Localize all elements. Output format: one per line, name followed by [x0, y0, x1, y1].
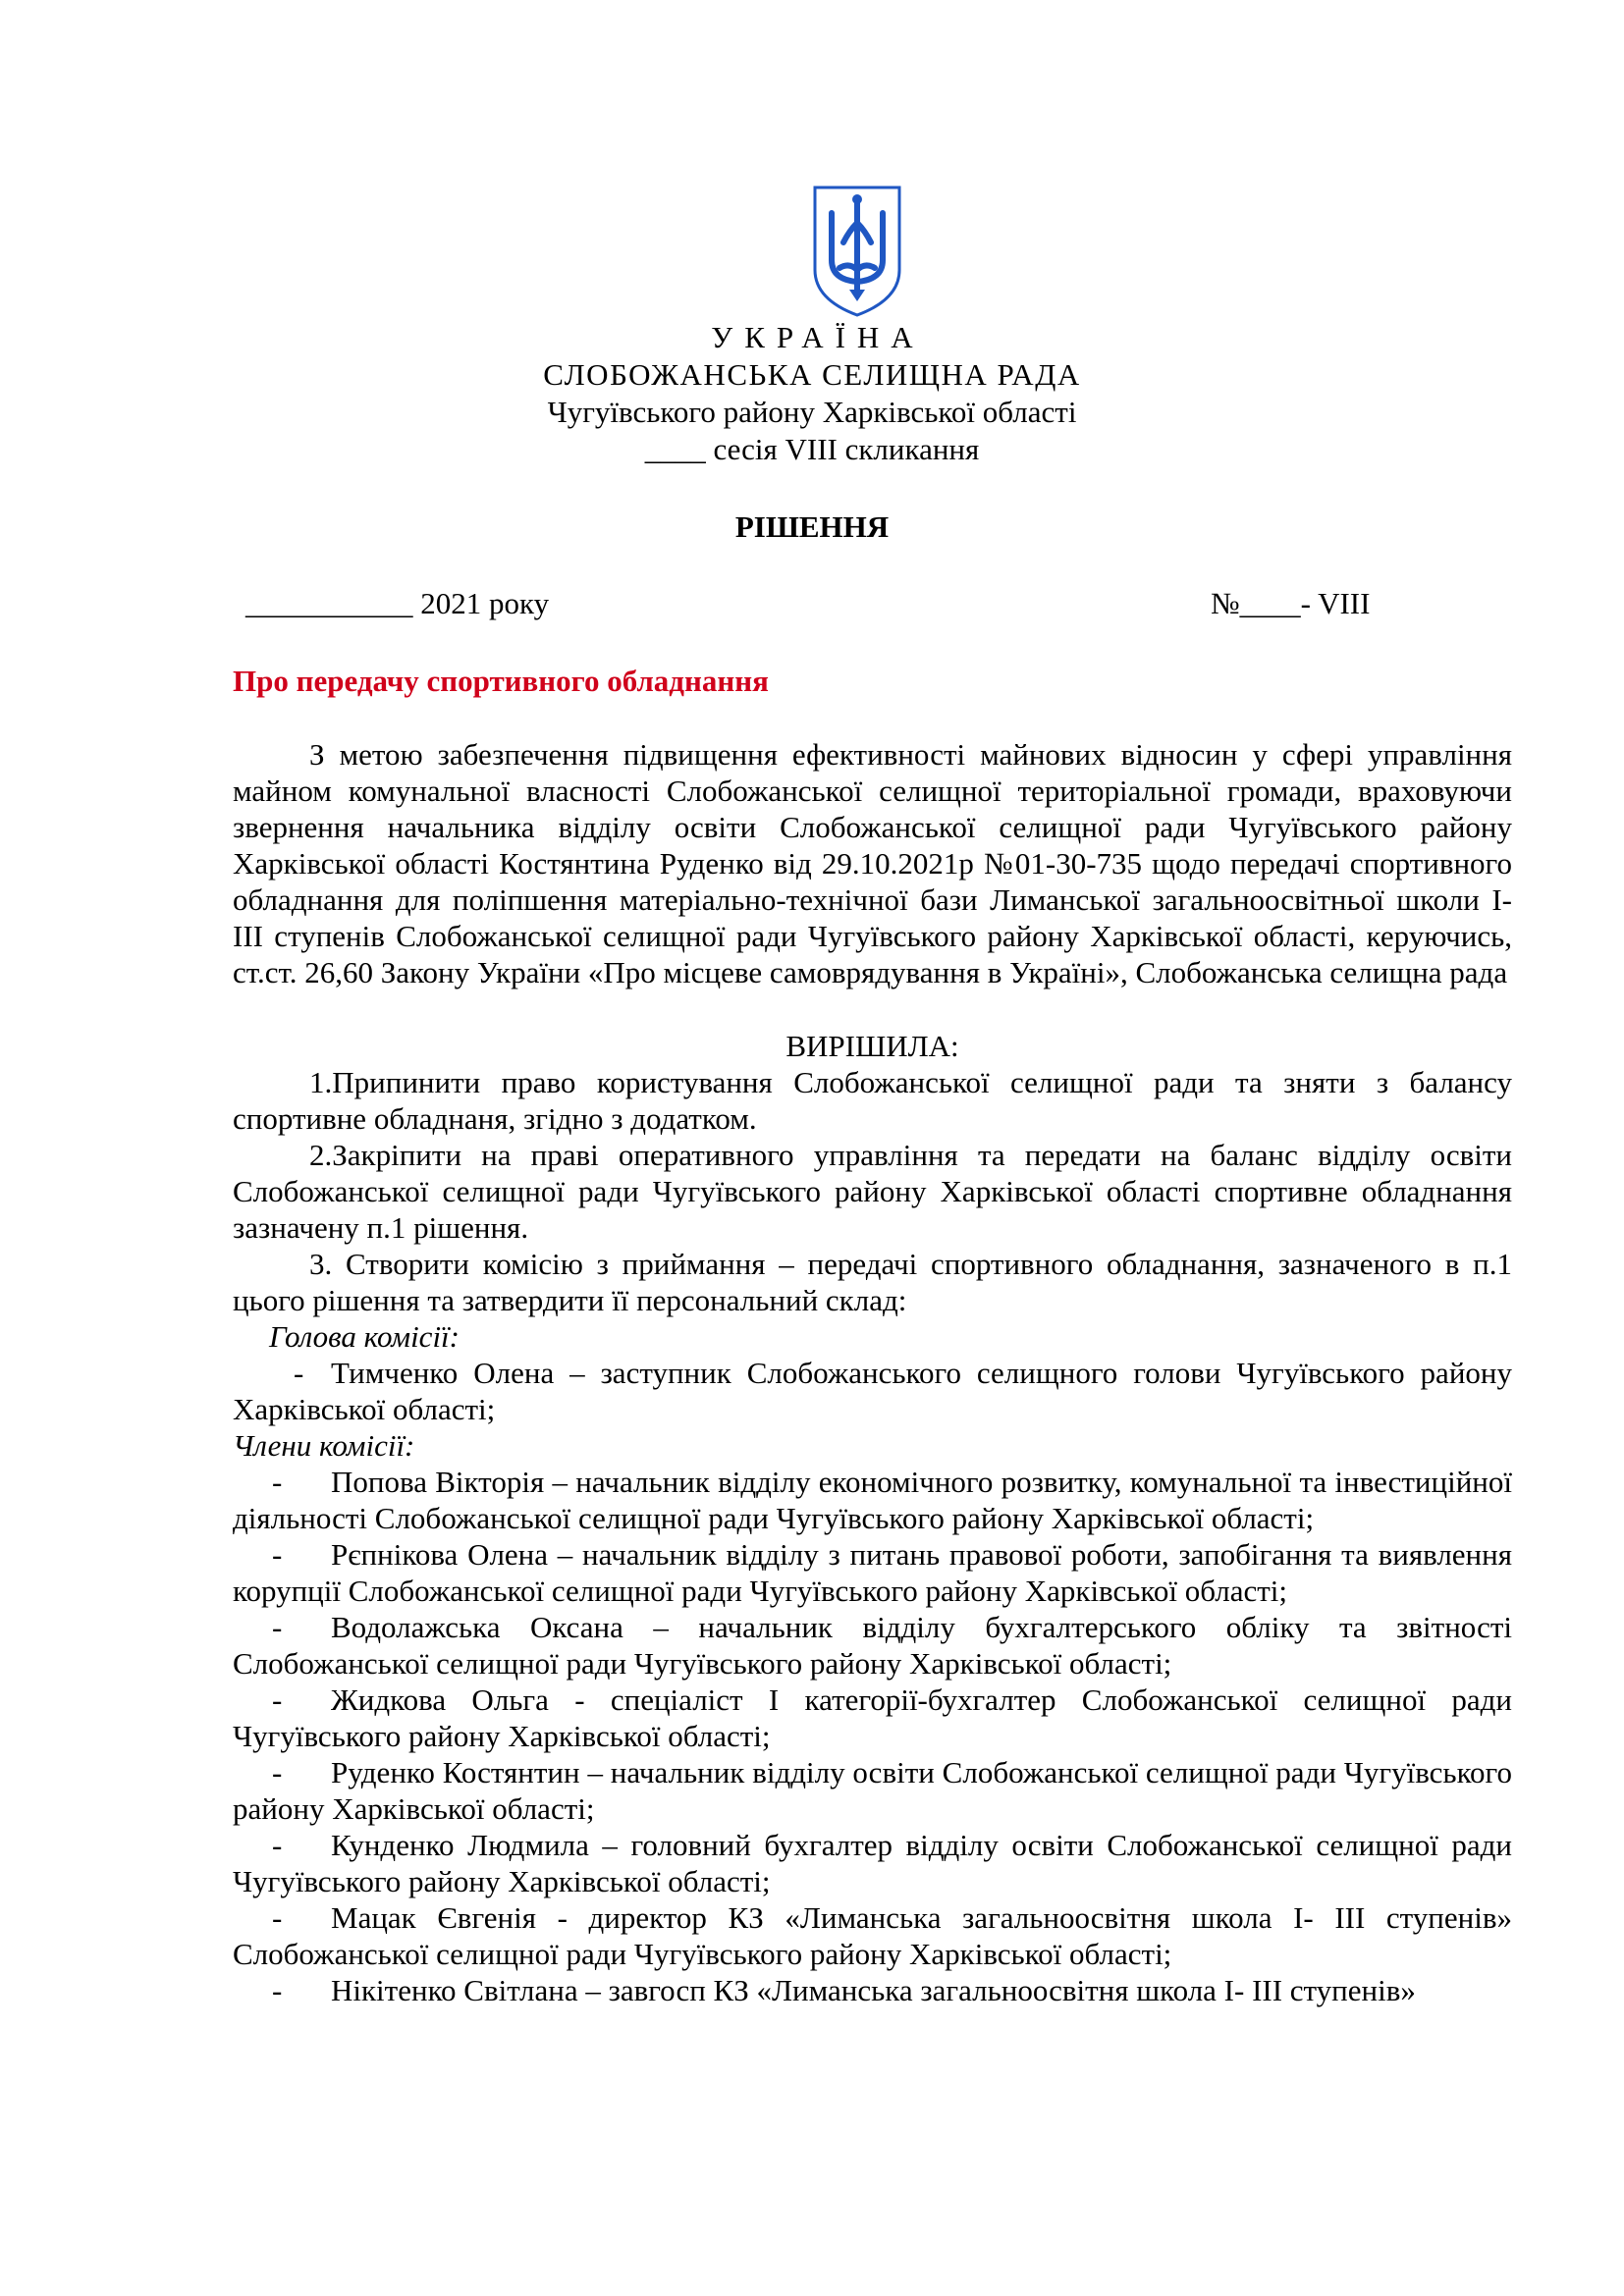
decision-heading: РІШЕННЯ	[734, 509, 890, 544]
district-line: Чугуївського району Харківської області	[547, 395, 1077, 429]
member-text: Водолажська Оксана – начальник відділу бухгалтерського обліку та звітності Слобожанської селищної ради Чугуївського району Харківської області;	[233, 1610, 1512, 1681]
preamble-paragraph: З метою забезпечення підвищення ефективності майнових відносин у сфері управління майном комунальної власності Слобожанської селищної територіальної громади, враховуючи звернення начальника відділу освіти Слобожанської селищної ради Чугуївського району Харківської області Костянтина Руденко від 29.10.2021р №01-30-735 щодо передачі спортивного обладнання для поліпшення матеріально-технічної бази Лиманської загальноосвітньої школи І- ІІІ ступенів Слобожанської селищної ради Чугуївського району Харківської області, керуючись, ст.ст. 26,60 Закону України «Про місцеве самоврядування в Україні», Слобожанська селищна рада	[233, 737, 1512, 989]
point-2: 2.Закріпити на праві оперативного управління та передати на баланс відділу освіти Слобожанської селищної ради Чугуївського району Харківської області спортивне обладнання зазначену п.1 рішення.	[233, 1138, 1512, 1245]
list-dash: -	[272, 1682, 283, 1717]
member-text: Жидкова Ольга - спеціаліст І категорії-бухгалтер Слобожанської селищної ради Чугуївського району Харківської області;	[233, 1682, 1512, 1753]
member-text: Рєпнікова Олена – начальник відділу з питань правової роботи, запобігання та виявлення корупції Слобожанської селищної ради Чугуївського району Харківської області;	[233, 1537, 1512, 1608]
commission-head-item	[233, 1355, 1512, 1427]
list-item	[233, 1827, 1512, 1899]
point-1: 1.Припинити право користування Слобожанської селищної ради та зняти з балансу спортивне обладнаня, згідно з додатком.	[233, 1065, 1512, 1136]
member-text: Мацак Євгенія - директор КЗ «Лиманська загальноосвітня школа І- ІІІ ступенів» Слобожанської селищної ради Чугуївського району Харківської області;	[233, 1900, 1512, 1971]
list-dash: -	[272, 1973, 283, 2007]
list-item	[233, 1972, 1512, 2008]
list-dash: -	[272, 1610, 283, 1644]
list-item	[233, 1609, 1512, 1682]
decision-number: №____- VIII	[1211, 586, 1371, 620]
commission-head-label: Голова комісії:	[269, 1319, 460, 1354]
coat-of-arms-icon	[810, 184, 904, 319]
list-item	[233, 1464, 1512, 1536]
list-dash: -	[272, 1755, 283, 1789]
member-text: Нікітенко Світлана – завгосп КЗ «Лиманська загальноосвітня школа І- ІІІ ступенів»	[331, 1973, 1416, 2007]
resolved-heading: ВИРІШИЛА:	[785, 1029, 959, 1063]
commission-members-label: Члени комісії:	[233, 1428, 415, 1463]
commission-head-text: Тимченко Олена – заступник Слобожанського селищного голови Чугуївського району Харківської області;	[233, 1356, 1512, 1426]
list-item	[233, 1536, 1512, 1609]
session-line: ____ сесія VIII скликання	[644, 432, 980, 466]
list-item	[233, 1682, 1512, 1754]
list-dash: -	[294, 1356, 304, 1390]
country-heading: УКРАЇНА	[711, 320, 925, 354]
list-dash: -	[272, 1828, 283, 1862]
decision-title: Про передачу спортивного обладнання	[233, 664, 769, 698]
member-text: Руденко Костянтин – начальник відділу освіти Слобожанської селищної ради Чугуївського району Харківської області;	[233, 1755, 1512, 1826]
decision-date: ___________ 2021 року	[245, 586, 550, 620]
list-dash: -	[272, 1465, 283, 1499]
list-dash: -	[272, 1537, 283, 1572]
council-name: СЛОБОЖАНСЬКА СЕЛИЩНА РАДА	[543, 357, 1081, 392]
list-dash: -	[272, 1900, 283, 1935]
list-item	[233, 1899, 1512, 1972]
member-text: Кунденко Людмила – головний бухгалтер відділу освіти Слобожанської селищної ради Чугуївського району Харківської області;	[233, 1828, 1512, 1898]
document-body	[233, 736, 1512, 2008]
point-3: 3. Створити комісію з приймання – передачі спортивного обладнання, зазначеного в п.1 цього рішення та затвердити її персональний склад:	[233, 1247, 1512, 1317]
list-item	[233, 1754, 1512, 1827]
member-text: Попова Вікторія – начальник відділу економічного розвитку, комунальної та інвестиційної діяльності Слобожанської селищної ради Чугуївського району Харківської області;	[233, 1465, 1512, 1535]
